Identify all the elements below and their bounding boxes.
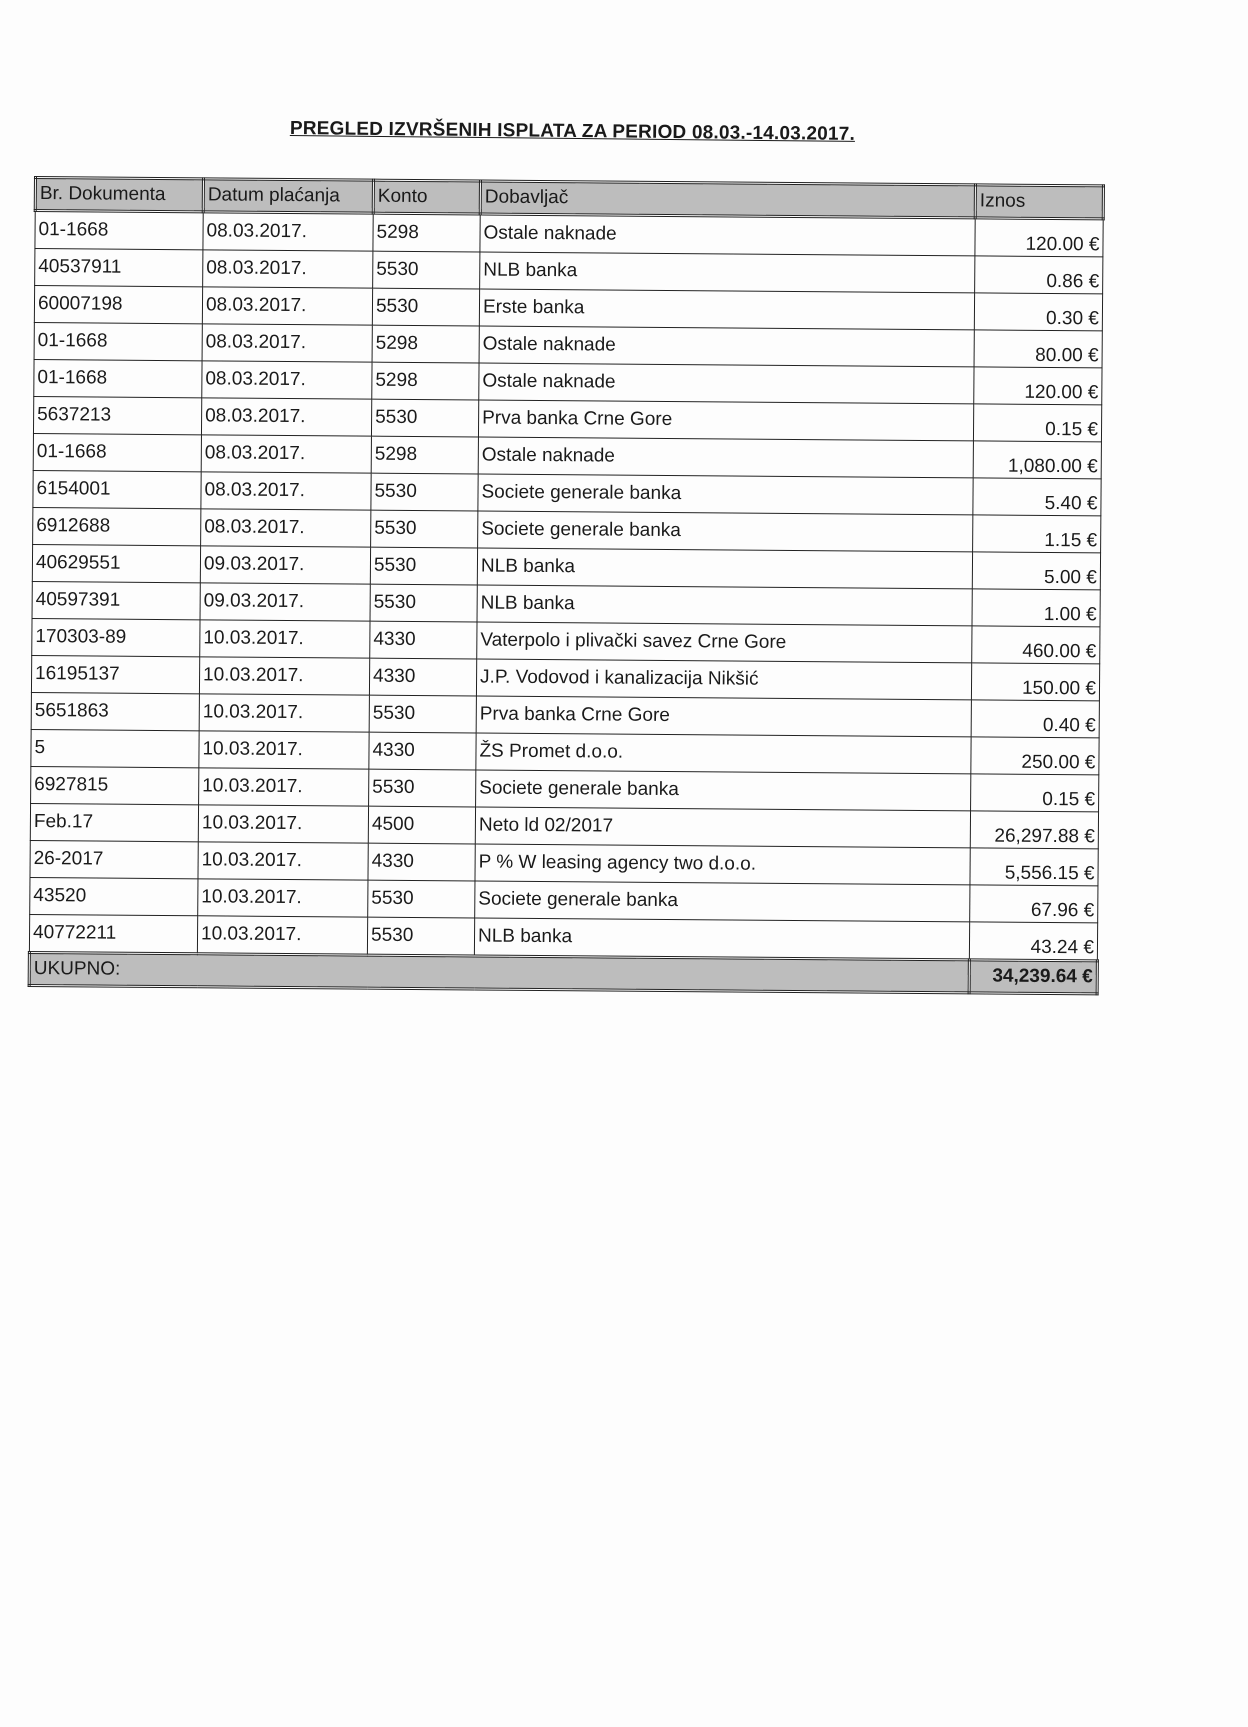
payment-date: 09.03.2017. — [200, 546, 370, 584]
payment-date: 08.03.2017. — [202, 324, 372, 362]
document-number: 01-1668 — [34, 360, 202, 398]
amount: 0.86 € — [975, 256, 1103, 294]
amount: 1.15 € — [973, 515, 1101, 553]
amount: 120.00 € — [975, 218, 1103, 257]
amount: 5.00 € — [972, 552, 1100, 590]
supplier-name: ŽS Promet d.o.o. — [476, 733, 971, 774]
amount: 5,556.15 € — [970, 848, 1098, 886]
account-code: 4500 — [368, 806, 475, 844]
document-number: 5637213 — [33, 397, 201, 435]
supplier-name: NLB banka — [477, 548, 972, 589]
supplier-name: NLB banka — [477, 585, 972, 626]
total-label: UKUPNO: — [29, 952, 969, 992]
supplier-name: P % W leasing agency two d.o.o. — [475, 844, 970, 885]
amount: 0.15 € — [971, 774, 1099, 812]
payments-table — [28, 176, 1105, 995]
amount: 0.15 € — [973, 404, 1101, 442]
account-code: 5530 — [373, 251, 480, 289]
account-code: 5530 — [367, 917, 474, 956]
account-code: 5530 — [371, 399, 478, 437]
amount: 1.00 € — [972, 589, 1100, 627]
account-code: 5530 — [370, 584, 477, 622]
document-number: 40537911 — [35, 249, 203, 287]
amount: 43.24 € — [969, 922, 1097, 961]
payment-date: 08.03.2017. — [201, 398, 371, 436]
supplier-name: Erste banka — [479, 289, 974, 330]
document-number: 6927815 — [31, 766, 199, 804]
document-number: 40772211 — [29, 914, 197, 953]
account-code: 5530 — [371, 473, 478, 511]
supplier-name: Neto ld 02/2017 — [475, 807, 970, 848]
account-code: 5530 — [368, 880, 475, 918]
document-number: 01-1668 — [35, 211, 203, 250]
payment-date: 10.03.2017. — [200, 620, 370, 658]
supplier-name: Ostale naknade — [479, 363, 974, 404]
amount: 26,297.88 € — [970, 811, 1098, 849]
column-header-document: Br. Dokumenta — [35, 178, 203, 212]
total-row — [29, 952, 1097, 993]
amount: 120.00 € — [974, 367, 1102, 405]
account-code: 5530 — [370, 547, 477, 585]
page-title: PREGLED IZVRŠENIH ISPLATA ZA PERIOD 08.03.-14.03.2017. — [289, 118, 856, 145]
document-number: 6912688 — [33, 508, 201, 546]
supplier-name: NLB banka — [474, 918, 969, 960]
amount: 250.00 € — [971, 737, 1099, 775]
payment-date: 10.03.2017. — [199, 657, 369, 695]
supplier-name: Ostale naknade — [480, 214, 975, 256]
supplier-name: Societe generale banka — [476, 770, 971, 811]
payment-date: 10.03.2017. — [198, 805, 368, 843]
amount: 80.00 € — [974, 330, 1102, 368]
payment-date: 10.03.2017. — [199, 768, 369, 806]
payment-date: 08.03.2017. — [202, 361, 372, 399]
amount: 460.00 € — [972, 626, 1100, 664]
document-number: 01-1668 — [33, 434, 201, 472]
supplier-name: Prva banka Crne Gore — [476, 696, 971, 737]
supplier-name: J.P. Vodovod i kanalizacija Nikšić — [476, 659, 971, 700]
supplier-name: Societe generale banka — [478, 474, 973, 515]
supplier-name: Societe generale banka — [478, 511, 973, 552]
payment-date: 08.03.2017. — [201, 472, 371, 510]
payment-date: 10.03.2017. — [199, 731, 369, 769]
document-number: 40629551 — [32, 545, 200, 583]
account-code: 5530 — [369, 695, 476, 733]
document-number: 40597391 — [32, 581, 200, 619]
payment-date: 09.03.2017. — [200, 583, 370, 621]
account-code: 5530 — [369, 769, 476, 807]
payment-date: 08.03.2017. — [201, 509, 371, 547]
account-code: 5530 — [371, 510, 478, 548]
account-code: 5530 — [372, 288, 479, 326]
document-number: 60007198 — [34, 286, 202, 324]
payment-date: 08.03.2017. — [202, 287, 372, 325]
supplier-name: Ostale naknade — [479, 326, 974, 367]
payments-table-container — [28, 176, 1102, 995]
column-header-amount: Iznos — [975, 185, 1103, 219]
document-number: Feb.17 — [30, 803, 198, 841]
account-code: 4330 — [369, 658, 476, 696]
document-number: 01-1668 — [34, 323, 202, 361]
supplier-name: Prva banka Crne Gore — [478, 400, 973, 441]
supplier-name: NLB banka — [480, 252, 975, 293]
document-number: 170303-89 — [32, 618, 200, 656]
account-code: 4330 — [368, 843, 475, 881]
amount: 150.00 € — [971, 663, 1099, 701]
payment-date: 10.03.2017. — [198, 842, 368, 880]
table-body — [29, 211, 1103, 994]
account-code: 5298 — [371, 436, 478, 474]
amount: 67.96 € — [970, 885, 1098, 923]
payment-date: 08.03.2017. — [203, 250, 373, 288]
supplier-name: Vaterpolo i plivački savez Crne Gore — [477, 622, 972, 663]
account-code: 5298 — [373, 213, 480, 252]
amount: 1,080.00 € — [973, 441, 1101, 479]
document-number: 5 — [31, 729, 199, 767]
document-number: 43520 — [30, 877, 198, 915]
document-number: 16195137 — [31, 655, 199, 693]
payment-date: 10.03.2017. — [197, 916, 367, 955]
account-code: 5298 — [372, 325, 479, 363]
payment-date: 08.03.2017. — [203, 212, 373, 251]
column-header-supplier: Dobavljač — [480, 181, 975, 218]
column-header-payment-date: Datum plaćanja — [203, 179, 373, 213]
supplier-name: Societe generale banka — [475, 881, 970, 922]
account-code: 5298 — [372, 362, 479, 400]
amount: 5.40 € — [973, 478, 1101, 516]
total-amount: 34,239.64 € — [969, 960, 1097, 994]
column-header-account: Konto — [373, 180, 480, 214]
payment-date: 08.03.2017. — [201, 435, 371, 473]
document-number: 5651863 — [31, 692, 199, 730]
account-code: 4330 — [369, 732, 476, 770]
document-number: 26-2017 — [30, 840, 198, 878]
payment-date: 10.03.2017. — [199, 694, 369, 732]
payment-date: 10.03.2017. — [198, 879, 368, 917]
supplier-name: Ostale naknade — [478, 437, 973, 478]
document-number: 6154001 — [33, 471, 201, 509]
amount: 0.30 € — [974, 293, 1102, 331]
amount: 0.40 € — [971, 700, 1099, 738]
account-code: 4330 — [370, 621, 477, 659]
